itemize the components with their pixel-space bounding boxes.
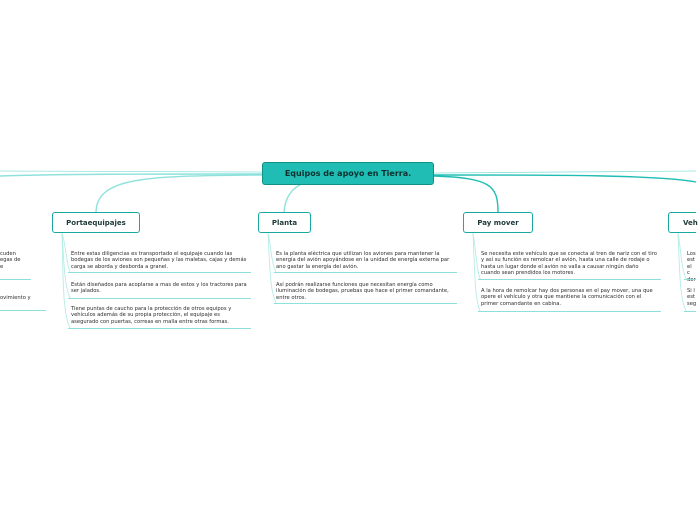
branch-label: Planta [271,218,298,227]
right-leaf-1: Los est el c dor [687,251,696,283]
connector-planta [284,185,300,212]
pay-mover-item-1: Se necesita este vehículo que se conecta al tren de nariz con el tiro y así su función es remolcar el avión, hasta una calle de rodaje o hasta un lugar donde el avión no valla a causar ningún daño cuando sean prendidos los motores. [481,251,657,277]
left-leaf-1: cuden egas de e [0,251,21,270]
right-leaf-2: Si l est seg [687,288,697,307]
branch-portaequipajes[interactable] [52,212,140,233]
portaequipajes-item-3: Tiene puntas de caucho para la protección de otros equipos y vehículos además de su propia protección, el equipaje es asegurado con puertas, correas en malla entre otras formas. [71,306,232,325]
root-label: Equipos de apoyo en Tierra. [284,169,412,178]
left-leaf-2: ovimiento y [0,295,31,301]
branch-label: Pay mover [477,218,519,227]
branch-label: Veh [683,218,698,227]
planta-item-1: Es la planta eléctrica que utilizan los aviones para mantener la energía del avión apoyándose en la unidad de energía externa par ano gastar la energía del avión. [276,251,450,270]
branch-planta[interactable] [258,212,311,233]
portaequipajes-item-2: Están diseñados para acoplarse a mas de estos y los tractores para ser jalados. [71,282,247,295]
planta-item-2: Así podrán realizarse funciones que necesitan energía como iluminación de bodegas, pruebas que hace el primer comandante, entre otros. [276,282,449,301]
branch-label: Portaequipajes [66,218,126,227]
root-node[interactable] [262,162,434,185]
pay-mover-item-2: A la hora de remolcar hay dos personas en el pay mover, una que opere el vehículo y otra que mantiene la comunicación con el primer comandante en cabina. [481,288,653,307]
branch-right-partial[interactable] [668,212,696,233]
branch-pay-mover[interactable] [463,212,533,233]
connector-right [434,175,696,182]
connector-pay-mover [434,176,498,212]
portaequipajes-item-1: Entre estas diligencias es transportado el equipaje cuando las bodegas de los aviones son pequeñas y las maletas, cajas y demás carga se aborda y desborda a granel. [71,251,247,270]
connector-portaequipajes [96,175,262,212]
